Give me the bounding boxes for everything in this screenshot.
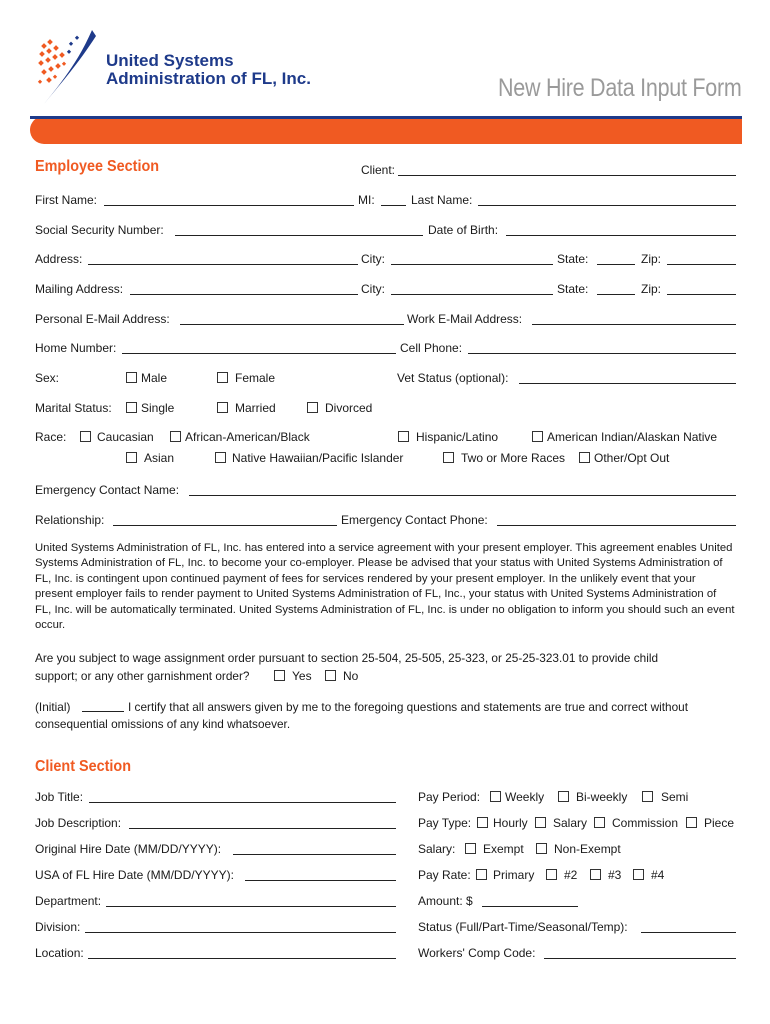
rate3-label: #3: [608, 868, 622, 882]
other-checkbox[interactable]: [579, 452, 590, 463]
married-label: Married: [235, 401, 276, 415]
department-field[interactable]: [106, 906, 396, 907]
zip-label: Zip:: [641, 252, 662, 266]
garnishment-no-label: No: [343, 669, 359, 683]
last-name-label: Last Name:: [411, 193, 473, 207]
sex-label: Sex:: [35, 371, 60, 385]
married-checkbox[interactable]: [217, 402, 228, 413]
city-field[interactable]: [391, 264, 553, 265]
client-label: Client:: [361, 163, 396, 177]
certify-line2: consequential omissions of any kind whatsoever.: [35, 717, 291, 731]
two-or-more-label: Two or More Races: [461, 451, 566, 465]
home-number-label: Home Number:: [35, 341, 117, 355]
job-description-label: Job Description:: [35, 816, 122, 830]
commission-checkbox[interactable]: [594, 817, 605, 828]
mailing-state-field[interactable]: [597, 294, 635, 295]
ssn-label: Social Security Number:: [35, 223, 164, 237]
rate4-label: #4: [651, 868, 665, 882]
native-hawaiian-checkbox[interactable]: [215, 452, 226, 463]
female-checkbox[interactable]: [217, 372, 228, 383]
address-field[interactable]: [88, 264, 358, 265]
rate2-label: #2: [564, 868, 578, 882]
male-checkbox[interactable]: [126, 372, 137, 383]
asian-label: Asian: [144, 451, 175, 465]
hourly-checkbox[interactable]: [477, 817, 488, 828]
native-hawaiian-label: Native Hawaiian/Pacific Islander: [232, 451, 404, 465]
american-indian-label: American Indian/Alaskan Native: [547, 430, 718, 444]
semi-label: Semi: [661, 790, 689, 804]
department-label: Department:: [35, 894, 102, 908]
job-description-field[interactable]: [129, 828, 396, 829]
piece-label: Piece: [704, 816, 735, 830]
cell-phone-field[interactable]: [468, 353, 736, 354]
male-label: Male: [141, 371, 168, 385]
primary-checkbox[interactable]: [476, 869, 487, 880]
mailing-city-field[interactable]: [391, 294, 553, 295]
primary-label: Primary: [493, 868, 535, 882]
caucasian-checkbox[interactable]: [80, 431, 91, 442]
vet-status-label: Vet Status (optional):: [397, 371, 509, 385]
garnishment-no-checkbox[interactable]: [325, 670, 336, 681]
header-band-stripe: [30, 116, 742, 119]
mailing-address-field[interactable]: [130, 294, 358, 295]
pay-rate-label: Pay Rate:: [418, 868, 471, 882]
emergency-contact-phone-label: Emergency Contact Phone:: [341, 513, 488, 527]
emergency-contact-phone-field[interactable]: [497, 525, 736, 526]
single-checkbox[interactable]: [126, 402, 137, 413]
other-label: Other/Opt Out: [594, 451, 670, 465]
mailing-zip-label: Zip:: [641, 282, 662, 296]
mailing-address-label: Mailing Address:: [35, 282, 124, 296]
wage-question-line1: Are you subject to wage assignment order pursuant to section 25-504, 25-505, 25-323, or 25-25-323.01 to provide child: [35, 651, 659, 665]
relationship-label: Relationship:: [35, 513, 105, 527]
exempt-label: Exempt: [483, 842, 524, 856]
agreement-paragraph: United Systems Administration of FL, Inc. has entered into a service agreement with your present employer. This agreement enables United Systems Administration of FL, Inc. to become your co-employer. Please be advised that your status with United Systems Administration of FL, Inc. is contingent upon continued payment of fees for services rendered by your present employer. In the unlikely event that your present employer fails to render payment to United Systems Administration of FL, Inc., your status with United Systems Administration of FL, Inc. will be automatically terminated. United Systems Administration of FL, Inc. is under no obligation to inform you should such an event occur.: [35, 542, 735, 632]
initial-field[interactable]: [82, 711, 124, 712]
hispanic-label: Hispanic/Latino: [416, 430, 499, 444]
weekly-label: Weekly: [505, 790, 545, 804]
dob-field[interactable]: [506, 235, 736, 236]
first-name-label: First Name:: [35, 193, 98, 207]
client-field[interactable]: [398, 175, 736, 176]
female-label: Female: [235, 371, 276, 385]
personal-email-label: Personal E-Mail Address:: [35, 312, 170, 326]
weekly-checkbox[interactable]: [490, 791, 501, 802]
american-indian-checkbox[interactable]: [532, 431, 543, 442]
non-exempt-checkbox[interactable]: [536, 843, 547, 854]
divorced-label: Divorced: [325, 401, 373, 415]
african-american-checkbox[interactable]: [170, 431, 181, 442]
company-name: [106, 52, 311, 88]
wage-question-line2: support; or any other garnishment order?: [35, 669, 250, 683]
non-exempt-label: Non-Exempt: [554, 842, 621, 856]
company-name-line2: Administration of FL, Inc.: [106, 69, 311, 88]
relationship-field[interactable]: [113, 525, 337, 526]
rate4-checkbox[interactable]: [633, 869, 644, 880]
dob-label: Date of Birth:: [428, 223, 499, 237]
job-title-field[interactable]: [89, 802, 396, 803]
division-field[interactable]: [85, 932, 396, 933]
form-title: New Hire Data Input Form: [498, 74, 742, 102]
personal-email-field[interactable]: [180, 324, 404, 325]
mailing-zip-field[interactable]: [667, 294, 736, 295]
header-band: [30, 116, 742, 144]
ssn-field[interactable]: [175, 235, 423, 236]
two-or-more-checkbox[interactable]: [443, 452, 454, 463]
company-name-line1: United Systems: [106, 51, 234, 70]
biweekly-checkbox[interactable]: [558, 791, 569, 802]
home-number-field[interactable]: [122, 353, 396, 354]
african-american-label: African-American/Black: [185, 430, 310, 444]
original-hire-date-label: Original Hire Date (MM/DD/YYYY):: [35, 842, 222, 856]
salary-type-checkbox[interactable]: [535, 817, 546, 828]
piece-checkbox[interactable]: [686, 817, 697, 828]
location-label: Location:: [35, 946, 84, 960]
pay-period-label: Pay Period:: [418, 790, 481, 804]
exempt-checkbox[interactable]: [465, 843, 476, 854]
mi-field[interactable]: [381, 205, 406, 206]
garnishment-yes-checkbox[interactable]: [274, 670, 285, 681]
state-field[interactable]: [597, 264, 635, 265]
biweekly-label: Bi-weekly: [576, 790, 628, 804]
division-label: Division:: [35, 920, 81, 934]
commission-label: Commission: [612, 816, 679, 830]
certify-line1: I certify that all answers given by me to the foregoing questions and statements are true and correct without: [128, 700, 688, 714]
status-field[interactable]: [641, 932, 736, 933]
pay-type-label: Pay Type:: [418, 816, 472, 830]
address-label: Address:: [35, 252, 83, 266]
city-label: City:: [361, 252, 385, 266]
amount-label: Amount: $: [418, 894, 473, 908]
divorced-checkbox[interactable]: [307, 402, 318, 413]
work-email-field[interactable]: [532, 324, 736, 325]
state-label: State:: [557, 252, 589, 266]
single-label: Single: [141, 401, 175, 415]
initial-label: (Initial): [35, 700, 71, 714]
salary-label: Salary:: [418, 842, 456, 856]
location-field[interactable]: [88, 958, 396, 959]
hourly-label: Hourly: [493, 816, 528, 830]
semi-checkbox[interactable]: [642, 791, 653, 802]
job-title-label: Job Title:: [35, 790, 84, 804]
zip-field[interactable]: [667, 264, 736, 265]
rate3-checkbox[interactable]: [590, 869, 601, 880]
cell-phone-label: Cell Phone:: [400, 341, 463, 355]
usa-hire-date-label: USA of FL Hire Date (MM/DD/YYYY):: [35, 868, 234, 882]
mailing-city-label: City:: [361, 282, 385, 296]
garnishment-yes-label: Yes: [292, 669, 312, 683]
work-email-label: Work E-Mail Address:: [407, 312, 523, 326]
company-logo-icon: [34, 28, 102, 108]
workers-comp-field[interactable]: [544, 958, 736, 959]
workers-comp-label: Workers' Comp Code:: [418, 946, 536, 960]
employee-section-title: Employee Section: [35, 158, 160, 175]
asian-checkbox[interactable]: [126, 452, 137, 463]
hispanic-checkbox[interactable]: [398, 431, 409, 442]
first-name-field[interactable]: [104, 205, 354, 206]
usa-hire-date-field[interactable]: [245, 880, 396, 881]
mi-label: MI:: [358, 193, 375, 207]
original-hire-date-field[interactable]: [233, 854, 396, 855]
salary-type-label: Salary: [553, 816, 588, 830]
last-name-field[interactable]: [478, 205, 736, 206]
amount-field[interactable]: [482, 906, 578, 907]
emergency-contact-name-field[interactable]: [189, 495, 736, 496]
mailing-state-label: State:: [557, 282, 589, 296]
emergency-contact-name-label: Emergency Contact Name:: [35, 483, 180, 497]
status-label: Status (Full/Part-Time/Seasonal/Temp):: [418, 920, 628, 934]
race-label: Race:: [35, 430, 67, 444]
client-section-title: Client Section: [35, 758, 132, 775]
vet-status-field[interactable]: [519, 383, 736, 384]
marital-status-label: Marital Status:: [35, 401, 112, 415]
rate2-checkbox[interactable]: [546, 869, 557, 880]
caucasian-label: Caucasian: [97, 430, 154, 444]
